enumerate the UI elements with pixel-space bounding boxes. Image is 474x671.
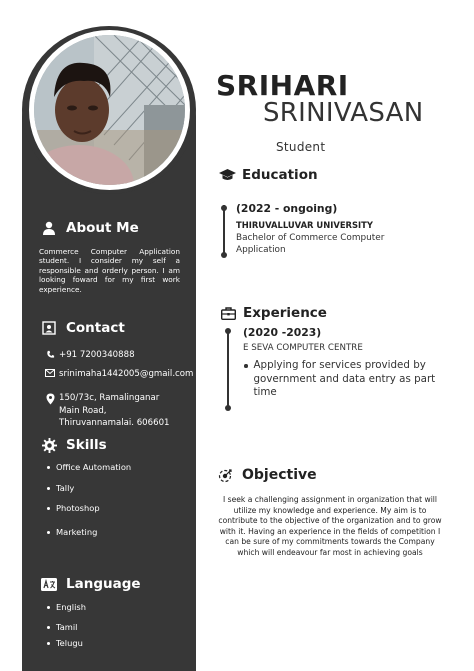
id-card-icon: [40, 320, 58, 336]
language-item: English: [47, 602, 86, 612]
timeline-dot: [225, 405, 231, 411]
timeline-dot: [225, 328, 231, 334]
language-heading: Language: [40, 576, 141, 592]
education-dates: (2022 - ongoing): [236, 202, 338, 215]
education-heading: Education: [218, 167, 318, 183]
about-heading: About Me: [40, 220, 139, 236]
contact-address: [44, 392, 170, 430]
skills-heading: Skills: [40, 437, 107, 453]
skill-item: Tally: [47, 483, 74, 493]
experience-timeline: [227, 330, 229, 408]
gear-icon: [40, 437, 58, 453]
user-icon: [40, 220, 58, 236]
phone-icon: [44, 349, 56, 359]
briefcase-icon: [219, 305, 237, 321]
objective-heading: Objective: [216, 467, 317, 483]
language-item: Telugu: [47, 638, 83, 648]
contact-heading: Contact: [40, 320, 125, 336]
education-institution: THIRUVALLUVAR UNIVERSITY: [236, 220, 373, 230]
language-item: Tamil: [47, 622, 77, 632]
address-line-3: Thiruvannamalai. 606601: [59, 418, 170, 428]
contact-phone[interactable]: +91 7200340888: [44, 349, 135, 361]
map-pin-icon: [44, 392, 56, 405]
language-icon: [40, 576, 58, 592]
timeline-dot: [221, 252, 227, 258]
objective-text: I seek a challenging assignment in organization that will utilize my knowledge and experience. My aim is to contribute to the objective of the organization and to grow with it. Having an experience in the fields of competition I can be sure of my commitments towards the Company which will endeavour far most in achieving goals: [218, 495, 442, 557]
about-text: Commerce Computer Application student. I consider my self a responsible and orderly person. I am looking foward for my first work experience.: [39, 247, 180, 294]
profile-photo: [29, 30, 190, 190]
address-line-1: 150/73c, Ramalinganar: [59, 393, 160, 403]
first-name: SRIHARI: [216, 69, 349, 102]
timeline-dot: [221, 205, 227, 211]
skill-item: Office Automation: [47, 462, 131, 472]
target-icon: [216, 467, 234, 483]
graduation-cap-icon: [218, 167, 236, 183]
last-name: SRINIVASAN: [263, 98, 424, 128]
skill-item: Photoshop: [47, 503, 100, 513]
education-timeline: [223, 205, 225, 255]
mail-icon: [44, 368, 56, 377]
address-line-2: Main Road,: [59, 405, 107, 416]
experience-heading: Experience: [219, 305, 327, 321]
experience-dates: (2020 -2023): [243, 326, 322, 339]
education-degree: Bachelor of Commerce Computer Application: [236, 233, 385, 255]
contact-email[interactable]: srinimaha1442005@gmail.com: [44, 368, 193, 380]
role-title: Student: [276, 140, 326, 154]
skill-item: Marketing: [47, 527, 97, 537]
experience-duty: Applying for services provided by government and data entry as part time: [243, 359, 438, 400]
experience-company: E SEVA COMPUTER CENTRE: [243, 343, 363, 353]
profile-photo-image: [34, 35, 185, 185]
